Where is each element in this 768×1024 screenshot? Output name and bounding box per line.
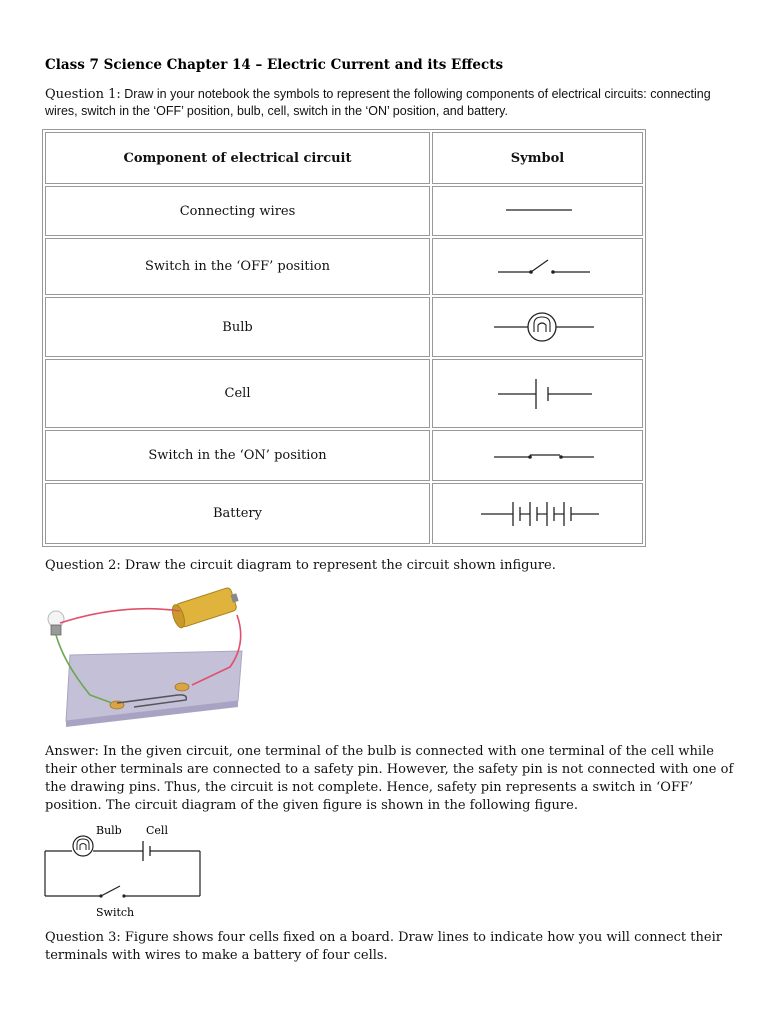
- answer-text: Answer: In the given circuit, one terminal of the bulb is connected with one terminal of the cell while their other terminals are connected to a safety pin. However, the safety pin is not connected with one of the drawing pins. Thus, the circuit is not complete. Hence, safety pin represents a switch in ‘OFF’ position. The circuit diagram of the given figure is shown in the following figure.: [45, 744, 734, 813]
- circuit-diagram: [40, 822, 205, 922]
- table-row: [45, 186, 643, 236]
- switch-off-symbol-icon: [478, 252, 598, 282]
- header-symbol: Symbol: [432, 132, 643, 184]
- battery-symbol-icon: [473, 499, 603, 529]
- question-1-label: Question 1:: [45, 87, 121, 102]
- page-title: Class 7 Science Chapter 14 – Electric Current and its Effects: [45, 57, 504, 73]
- table-row: [45, 238, 643, 295]
- symbol-cell: [432, 238, 643, 295]
- symbol-cell: [432, 297, 643, 357]
- symbol-cell: [432, 430, 643, 481]
- cell-symbol-icon: [478, 376, 598, 412]
- component-cell: Switch in the ‘OFF’ position: [45, 238, 430, 295]
- component-cell: Cell: [45, 359, 430, 428]
- switch-on-symbol-icon: [478, 444, 598, 468]
- table-row: [45, 430, 643, 481]
- question-2: Question 2: Draw the circuit diagram to represent the circuit shown infigure.: [45, 558, 556, 573]
- header-component: Component of electrical circuit: [45, 132, 430, 184]
- table-row: [45, 359, 643, 428]
- wire-symbol-icon: [478, 201, 598, 221]
- cell-label: Cell: [146, 824, 168, 837]
- symbol-cell: [432, 483, 643, 544]
- bulb-label: Bulb: [96, 824, 122, 837]
- question-3: Question 3: Figure shows four cells fixed on a board. Draw lines to indicate how you will connect their terminals with wires to make a battery of four cells.: [45, 930, 722, 963]
- switch-label: Switch: [96, 906, 135, 919]
- bulb-symbol-icon: [478, 310, 598, 344]
- question-1-text: Draw in your notebook the symbols to represent the following components of electrical circuits: connecting wires, switch in the ‘OFF’ position, bulb, cell, switch in the ‘ON’ position, and battery.: [45, 87, 711, 118]
- component-cell: Switch in the ‘ON’ position: [45, 430, 430, 481]
- circuit-figure-illustration: [42, 583, 252, 728]
- symbol-cell: [432, 186, 643, 236]
- symbols-table: [42, 129, 646, 547]
- component-cell: Bulb: [45, 297, 430, 357]
- table-header-row: [45, 132, 643, 184]
- symbol-cell: [432, 359, 643, 428]
- table-row: [45, 483, 643, 544]
- table-row: [45, 297, 643, 357]
- question-1: [45, 86, 735, 120]
- component-cell: Battery: [45, 483, 430, 544]
- switch-icon: [101, 886, 120, 896]
- component-cell: Connecting wires: [45, 186, 430, 236]
